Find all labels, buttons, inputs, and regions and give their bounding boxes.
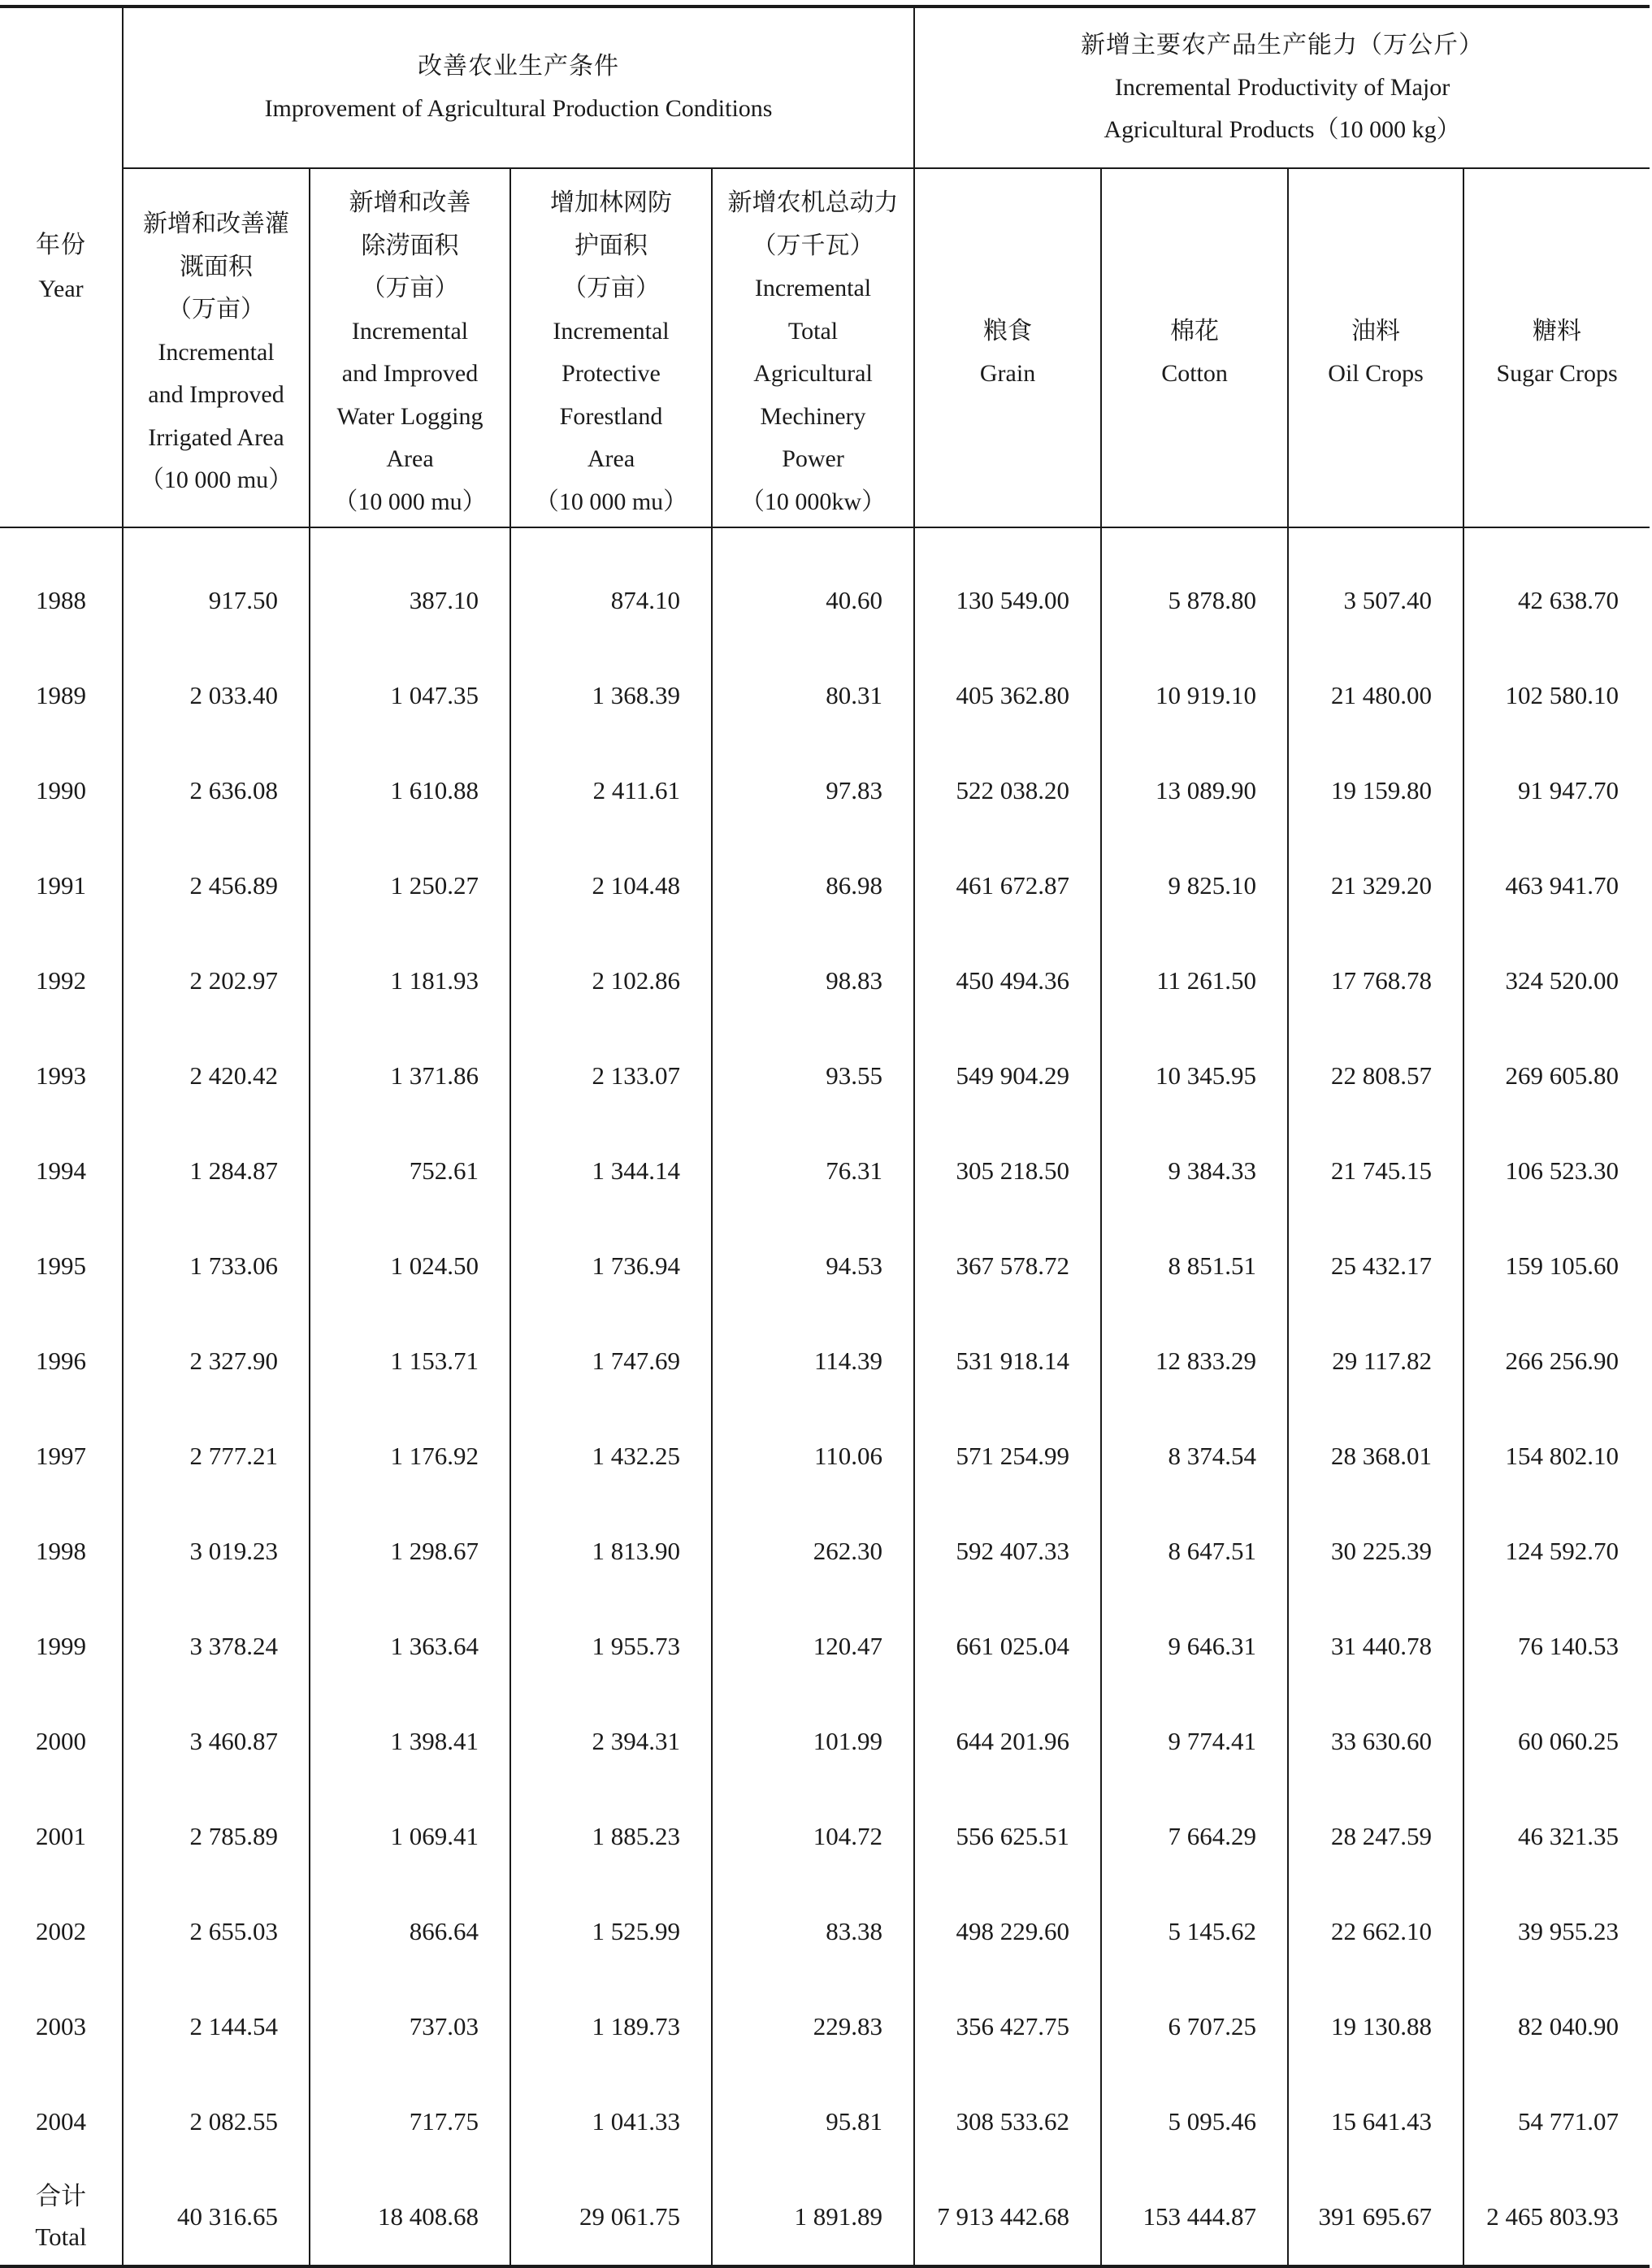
irrigated-cell: 2 033.40 (123, 648, 310, 743)
header-line: 粮食 (983, 317, 1033, 345)
cotton-cell: 8 374.54 (1101, 1408, 1288, 1503)
total-waterlog-cell: 18 408.68 (310, 2169, 510, 2266)
waterlog-cell: 1 024.50 (310, 1218, 510, 1313)
header-line: 棉花 (1170, 317, 1220, 345)
total-row (0, 2169, 1650, 2266)
total-label-zh: 合计 (36, 2182, 86, 2210)
oil-cell: 29 117.82 (1288, 1313, 1463, 1408)
year-cell: 2004 (36, 2106, 86, 2136)
total-cotton-cell: 153 444.87 (1101, 2169, 1288, 2266)
forest-cell: 2 133.07 (510, 1028, 712, 1123)
header-line: 新增和改善 (349, 189, 471, 216)
header-line: Total (787, 317, 839, 345)
irrigated-cell: 2 420.42 (123, 1028, 310, 1123)
oil-cell: 28 368.01 (1288, 1408, 1463, 1503)
grain-cell: 556 625.51 (914, 1789, 1101, 1884)
group2-title-zh: 新增主要农产品生产能力（万公斤） (1081, 32, 1485, 59)
grain-cell: 450 494.36 (914, 933, 1101, 1028)
waterlog-cell: 1 153.71 (310, 1313, 510, 1408)
header-oil-crops (1288, 168, 1463, 527)
table-row (0, 1313, 1650, 1408)
forest-cell: 1 041.33 (510, 2074, 712, 2169)
year-cell: 1988 (36, 585, 86, 614)
year-cell: 1990 (36, 775, 86, 804)
oil-cell: 21 329.20 (1288, 838, 1463, 933)
header-line: Cotton (1161, 360, 1228, 387)
total-forest-cell: 29 061.75 (510, 2169, 712, 2266)
header-line: Area (587, 445, 635, 472)
oil-cell: 22 662.10 (1288, 1884, 1463, 1979)
year-cell: 1996 (36, 1346, 86, 1375)
table-row (0, 1789, 1650, 1884)
group2-title-en-2: Agricultural Products（10 000 kg） (1104, 116, 1461, 143)
machinery-cell: 120.47 (712, 1598, 914, 1693)
year-cell: 1993 (36, 1060, 86, 1090)
machinery-cell: 95.81 (712, 2074, 914, 2169)
oil-cell: 21 480.00 (1288, 648, 1463, 743)
irrigated-cell: 2 655.03 (123, 1884, 310, 1979)
cotton-cell: 5 145.62 (1101, 1884, 1288, 1979)
year-column-header (0, 7, 123, 527)
sugar-cell: 91 947.70 (1463, 743, 1650, 838)
table-row (0, 1503, 1650, 1598)
oil-cell: 19 130.88 (1288, 1979, 1463, 2074)
table-row (0, 648, 1650, 743)
sugar-cell: 463 941.70 (1463, 838, 1650, 933)
header-line: 护面积 (575, 232, 648, 259)
year-cell: 2001 (36, 1821, 86, 1850)
header-line: 增加林网防 (550, 189, 672, 216)
total-label-cell (0, 2169, 123, 2266)
machinery-cell: 101.99 (712, 1693, 914, 1789)
waterlog-cell: 737.03 (310, 1979, 510, 2074)
waterlog-cell: 866.64 (310, 1884, 510, 1979)
machinery-cell: 93.55 (712, 1028, 914, 1123)
sugar-cell: 42 638.70 (1463, 553, 1650, 648)
forest-cell: 1 747.69 (510, 1313, 712, 1408)
machinery-cell: 262.30 (712, 1503, 914, 1598)
sugar-cell: 324 520.00 (1463, 933, 1650, 1028)
grain-cell: 531 918.14 (914, 1313, 1101, 1408)
forest-cell: 1 885.23 (510, 1789, 712, 1884)
header-line: Oil Crops (1328, 360, 1424, 387)
sugar-cell: 54 771.07 (1463, 2074, 1650, 2169)
header-line: Incremental (351, 317, 469, 345)
header-line: and Improved (148, 381, 284, 409)
irrigated-cell: 2 327.90 (123, 1313, 310, 1408)
header-line: Agricultural (753, 360, 873, 387)
header-line: （万亩） (562, 275, 660, 301)
irrigated-cell: 2 785.89 (123, 1789, 310, 1884)
cotton-cell: 6 707.25 (1101, 1979, 1288, 2074)
header-line: Power (782, 445, 844, 472)
irrigated-cell: 2 636.08 (123, 743, 310, 838)
header-water-logging-area (310, 168, 510, 527)
header-line: Forestland (559, 402, 663, 430)
sugar-cell: 159 105.60 (1463, 1218, 1650, 1313)
header-line: （10 000 mu） (139, 466, 293, 494)
grain-cell: 661 025.04 (914, 1598, 1101, 1693)
table-row (0, 1123, 1650, 1218)
forest-cell: 1 368.39 (510, 648, 712, 743)
forest-cell: 874.10 (510, 553, 712, 648)
oil-cell: 28 247.59 (1288, 1789, 1463, 1884)
header-line: Mechinery (760, 402, 866, 430)
header-line: Grain (979, 360, 1036, 387)
year-cell: 2002 (36, 1916, 86, 1945)
sugar-cell: 82 040.90 (1463, 1979, 1650, 2074)
table-row (0, 1979, 1650, 2074)
oil-cell: 3 507.40 (1288, 553, 1463, 648)
table-row (0, 1693, 1650, 1789)
machinery-cell: 94.53 (712, 1218, 914, 1313)
header-line: （10 000 mu） (534, 488, 688, 515)
waterlog-cell: 1 398.41 (310, 1693, 510, 1789)
table-row (0, 1598, 1650, 1693)
header-line: 新增和改善灌 (143, 210, 289, 238)
header-line: Water Logging (336, 402, 483, 430)
forest-cell: 1 344.14 (510, 1123, 712, 1218)
table-row (0, 933, 1650, 1028)
forest-cell: 2 411.61 (510, 743, 712, 838)
cotton-cell: 5 095.46 (1101, 2074, 1288, 2169)
cotton-cell: 5 878.80 (1101, 553, 1288, 648)
sugar-cell: 106 523.30 (1463, 1123, 1650, 1218)
header-line: Protective (562, 360, 661, 387)
table-row (0, 1218, 1650, 1313)
cotton-cell: 8 647.51 (1101, 1503, 1288, 1598)
header-line: Irrigated Area (148, 423, 284, 451)
waterlog-cell: 1 610.88 (310, 743, 510, 838)
oil-cell: 21 745.15 (1288, 1123, 1463, 1218)
machinery-cell: 40.60 (712, 553, 914, 648)
total-irrigated-cell: 40 316.65 (123, 2169, 310, 2266)
cotton-cell: 9 384.33 (1101, 1123, 1288, 1218)
oil-cell: 33 630.60 (1288, 1693, 1463, 1789)
cotton-cell: 8 851.51 (1101, 1218, 1288, 1313)
irrigated-cell: 3 019.23 (123, 1503, 310, 1598)
machinery-cell: 80.31 (712, 648, 914, 743)
header-line: and Improved (341, 360, 479, 387)
irrigated-cell: 2 082.55 (123, 2074, 310, 2169)
total-label-en: Total (35, 2222, 87, 2251)
irrigated-cell: 2 144.54 (123, 1979, 310, 2074)
group-header-conditions (123, 7, 914, 168)
year-header-zh: 年份 (36, 232, 86, 258)
table-row (0, 2074, 1650, 2169)
cotton-cell: 11 261.50 (1101, 933, 1288, 1028)
total-oil-cell: 391 695.67 (1288, 2169, 1463, 2266)
table-row (0, 1028, 1650, 1123)
waterlog-cell: 1 250.27 (310, 838, 510, 933)
header-grain (914, 168, 1101, 527)
header-cotton (1101, 168, 1288, 527)
grain-cell: 592 407.33 (914, 1503, 1101, 1598)
machinery-cell: 86.98 (712, 838, 914, 933)
total-machinery-cell: 1 891.89 (712, 2169, 914, 2266)
cotton-cell: 10 345.95 (1101, 1028, 1288, 1123)
header-line: （万亩） (167, 296, 265, 323)
year-cell: 1998 (36, 1536, 86, 1565)
year-cell: 2003 (36, 2011, 86, 2040)
sugar-cell: 124 592.70 (1463, 1503, 1650, 1598)
machinery-cell: 97.83 (712, 743, 914, 838)
irrigated-cell: 1 284.87 (123, 1123, 310, 1218)
header-protective-forestland (510, 168, 712, 527)
year-cell: 1997 (36, 1441, 86, 1470)
machinery-cell: 114.39 (712, 1313, 914, 1408)
table-row (0, 743, 1650, 838)
cotton-cell: 9 646.31 (1101, 1598, 1288, 1693)
year-cell: 1991 (36, 870, 86, 900)
year-cell: 1994 (36, 1156, 86, 1185)
oil-cell: 15 641.43 (1288, 2074, 1463, 2169)
irrigated-cell: 917.50 (123, 553, 310, 648)
forest-cell: 1 432.25 (510, 1408, 712, 1503)
header-line: Area (386, 445, 434, 472)
irrigated-cell: 2 202.97 (123, 933, 310, 1028)
grain-cell: 367 578.72 (914, 1218, 1101, 1313)
header-line: 糖料 (1533, 317, 1582, 345)
forest-cell: 1 955.73 (510, 1598, 712, 1693)
header-line: Incremental (553, 317, 670, 345)
grain-cell: 498 229.60 (914, 1884, 1101, 1979)
year-cell: 1999 (36, 1631, 86, 1660)
total-sugar-cell: 2 465 803.93 (1463, 2169, 1650, 2266)
forest-cell: 1 813.90 (510, 1503, 712, 1598)
forest-cell: 2 102.86 (510, 933, 712, 1028)
header-line: 新增农机总动力 (727, 189, 899, 216)
header-line: Incremental (158, 338, 275, 366)
irrigated-cell: 2 456.89 (123, 838, 310, 933)
group-header-productivity (914, 7, 1650, 168)
machinery-cell: 104.72 (712, 1789, 914, 1884)
grain-cell: 405 362.80 (914, 648, 1101, 743)
irrigated-cell: 1 733.06 (123, 1218, 310, 1313)
cotton-cell: 7 664.29 (1101, 1789, 1288, 1884)
header-line: Incremental (754, 275, 872, 301)
sugar-cell: 60 060.25 (1463, 1693, 1650, 1789)
group2-title-en-1: Incremental Productivity of Major (1114, 74, 1450, 101)
forest-cell: 2 394.31 (510, 1693, 712, 1789)
header-line: （10 000 mu） (333, 488, 487, 515)
waterlog-cell: 1 181.93 (310, 933, 510, 1028)
table-body (0, 527, 1650, 2266)
header-line: （10 000kw） (739, 488, 887, 515)
waterlog-cell: 1 298.67 (310, 1503, 510, 1598)
forest-cell: 2 104.48 (510, 838, 712, 933)
grain-cell: 461 672.87 (914, 838, 1101, 933)
machinery-cell: 76.31 (712, 1123, 914, 1218)
oil-cell: 17 768.78 (1288, 933, 1463, 1028)
waterlog-cell: 1 069.41 (310, 1789, 510, 1884)
cotton-cell: 10 919.10 (1101, 648, 1288, 743)
machinery-cell: 110.06 (712, 1408, 914, 1503)
header-sugar-crops (1463, 168, 1650, 527)
header-line: （万亩） (361, 275, 459, 301)
oil-cell: 22 808.57 (1288, 1028, 1463, 1123)
sugar-cell: 269 605.80 (1463, 1028, 1650, 1123)
table-row (0, 838, 1650, 933)
irrigated-cell: 2 777.21 (123, 1408, 310, 1503)
grain-cell: 356 427.75 (914, 1979, 1101, 2074)
grain-cell: 549 904.29 (914, 1028, 1101, 1123)
oil-cell: 31 440.78 (1288, 1598, 1463, 1693)
waterlog-cell: 752.61 (310, 1123, 510, 1218)
agricultural-productivity-table (0, 5, 1650, 2268)
forest-cell: 1 736.94 (510, 1218, 712, 1313)
machinery-cell: 229.83 (712, 1979, 914, 2074)
table-row (0, 553, 1650, 648)
year-cell: 2000 (36, 1726, 86, 1755)
year-cell: 1992 (36, 965, 86, 995)
grain-cell: 305 218.50 (914, 1123, 1101, 1218)
oil-cell: 25 432.17 (1288, 1218, 1463, 1313)
cotton-cell: 12 833.29 (1101, 1313, 1288, 1408)
forest-cell: 1 525.99 (510, 1884, 712, 1979)
oil-cell: 30 225.39 (1288, 1503, 1463, 1598)
grain-cell: 130 549.00 (914, 553, 1101, 648)
sugar-cell: 76 140.53 (1463, 1598, 1650, 1693)
header-machinery-power (712, 168, 914, 527)
table-row (0, 1408, 1650, 1503)
total-grain-cell: 7 913 442.68 (914, 2169, 1101, 2266)
group1-title-zh: 改善农业生产条件 (418, 53, 620, 80)
sugar-cell: 266 256.90 (1463, 1313, 1650, 1408)
waterlog-cell: 717.75 (310, 2074, 510, 2169)
header-line: （万千瓦） (752, 232, 874, 259)
table-row (0, 1884, 1650, 1979)
header-line: Sugar Crops (1496, 360, 1618, 387)
waterlog-cell: 1 176.92 (310, 1408, 510, 1503)
irrigated-cell: 3 378.24 (123, 1598, 310, 1693)
cotton-cell: 9 825.10 (1101, 838, 1288, 933)
cotton-cell: 9 774.41 (1101, 1693, 1288, 1789)
irrigated-cell: 3 460.87 (123, 1693, 310, 1789)
sugar-cell: 46 321.35 (1463, 1789, 1650, 1884)
sugar-cell: 39 955.23 (1463, 1884, 1650, 1979)
grain-cell: 644 201.96 (914, 1693, 1101, 1789)
waterlog-cell: 1 371.86 (310, 1028, 510, 1123)
machinery-cell: 98.83 (712, 933, 914, 1028)
grain-cell: 308 533.62 (914, 2074, 1101, 2169)
header-line: 油料 (1351, 317, 1401, 345)
machinery-cell: 83.38 (712, 1884, 914, 1979)
waterlog-cell: 1 047.35 (310, 648, 510, 743)
year-header-en: Year (38, 275, 84, 302)
header-irrigated-area (123, 168, 310, 527)
sugar-cell: 102 580.10 (1463, 648, 1650, 743)
waterlog-cell: 387.10 (310, 553, 510, 648)
year-cell: 1995 (36, 1251, 86, 1280)
grain-cell: 571 254.99 (914, 1408, 1101, 1503)
oil-cell: 19 159.80 (1288, 743, 1463, 838)
group1-title-en: Improvement of Agricultural Production Conditions (264, 95, 773, 122)
grain-cell: 522 038.20 (914, 743, 1101, 838)
header-line: 溉面积 (180, 253, 253, 280)
sugar-cell: 154 802.10 (1463, 1408, 1650, 1503)
forest-cell: 1 189.73 (510, 1979, 712, 2074)
header-line: 除涝面积 (361, 232, 459, 259)
waterlog-cell: 1 363.64 (310, 1598, 510, 1693)
year-cell: 1989 (36, 680, 86, 709)
cotton-cell: 13 089.90 (1101, 743, 1288, 838)
